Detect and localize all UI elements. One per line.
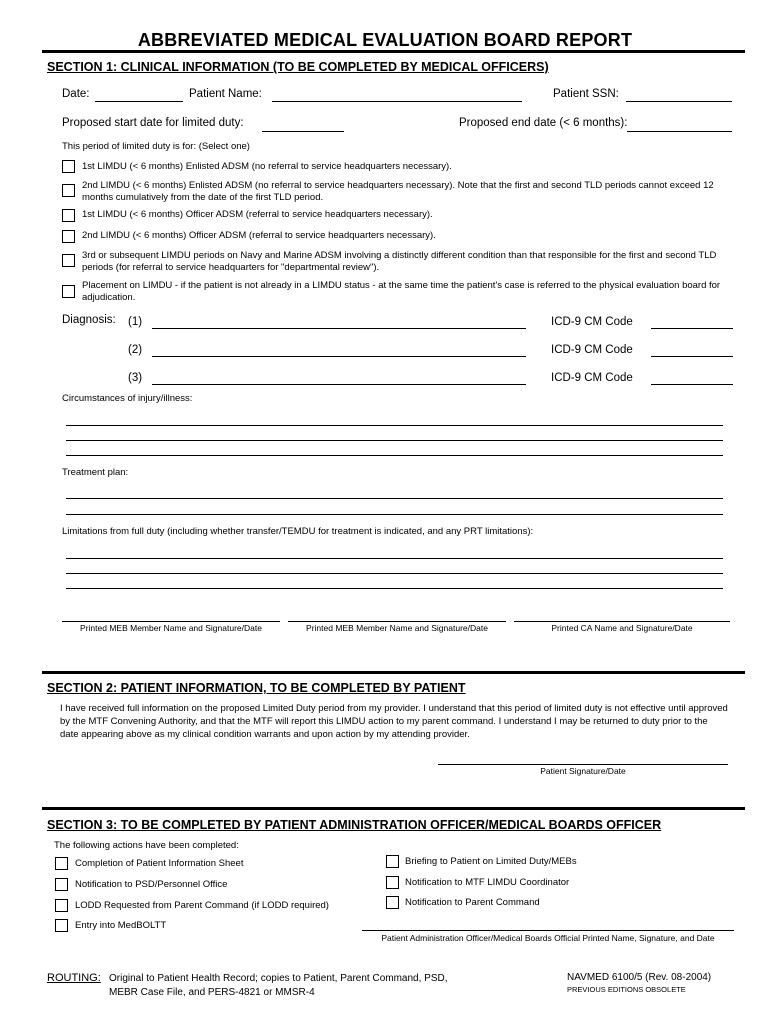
- signature-caption-2: Printed MEB Member Name and Signature/Date: [306, 623, 488, 633]
- action-checkbox-parent-command[interactable]: [386, 896, 399, 909]
- obsolete-notice: PREVIOUS EDITIONS OBSOLETE: [567, 985, 686, 994]
- start-date-field[interactable]: [262, 131, 344, 132]
- action-label-psd: Notification to PSD/Personnel Office: [75, 879, 228, 890]
- diagnosis-num-3: (3): [128, 372, 143, 384]
- action-checkbox-medboltt[interactable]: [55, 919, 68, 932]
- circumstances-label: Circumstances of injury/illness:: [62, 393, 193, 404]
- icd-code-label-2: ICD-9 CM Code: [551, 344, 633, 356]
- diagnosis-label: Diagnosis:: [62, 314, 116, 326]
- signature-line-3[interactable]: [514, 621, 730, 622]
- circumstances-line-2[interactable]: [66, 440, 723, 441]
- section2-heading: SECTION 2: PATIENT INFORMATION, TO BE COMPLETED BY PATIENT: [47, 681, 466, 695]
- signature-line-2[interactable]: [288, 621, 506, 622]
- action-label-limdu-coordinator: Notification to MTF LIMDU Coordinator: [405, 877, 570, 888]
- patient-statement: I have received full information on the proposed Limited Duty period from my provider. I understand that this period of limited duty is not effective until approved by the MTF Convening Authority, and that the MTF will report this LIMDU action to my parent command. I understand I may be returned to duty prior to the date appearing above as my clinical condition warrants and upon action by my attending provider.: [60, 703, 728, 740]
- action-checkbox-info-sheet[interactable]: [55, 857, 68, 870]
- action-label-briefing: Briefing to Patient on Limited Duty/MEBs: [405, 856, 577, 867]
- option-checkbox-2[interactable]: [62, 184, 75, 197]
- date-field[interactable]: [95, 101, 183, 102]
- patient-signature-caption: Patient Signature/Date: [540, 766, 626, 776]
- icd-code-label-1: ICD-9 CM Code: [551, 316, 633, 328]
- signature-line-1[interactable]: [62, 621, 280, 622]
- limitations-line-3[interactable]: [66, 588, 723, 589]
- option-label-5: 3rd or subsequent LIMDU periods on Navy and Marine ADSM involving a distinctly different condition than that responsible for the first and second TLD periods (for referral to service headquarters for "departmental review").: [82, 250, 717, 273]
- treatment-label: Treatment plan:: [62, 467, 129, 478]
- diagnosis-field-2[interactable]: [152, 356, 526, 357]
- icd-code-field-1[interactable]: [651, 328, 733, 329]
- signature-caption-1: Printed MEB Member Name and Signature/Date: [80, 623, 262, 633]
- option-checkbox-1[interactable]: [62, 160, 75, 173]
- icd-code-field-3[interactable]: [651, 384, 733, 385]
- option-checkbox-6[interactable]: [62, 285, 75, 298]
- action-label-medboltt: Entry into MedBOLTT: [75, 920, 167, 931]
- action-checkbox-limdu-coordinator[interactable]: [386, 876, 399, 889]
- treatment-line-1[interactable]: [66, 498, 723, 499]
- action-label-info-sheet: Completion of Patient Information Sheet: [75, 858, 244, 869]
- period-prompt: This period of limited duty is for: (Select one): [62, 141, 250, 152]
- patient-ssn-field[interactable]: [626, 101, 732, 102]
- patient-ssn-label: Patient SSN:: [553, 88, 619, 100]
- option-label-6: Placement on LIMDU - if the patient is not already in a LIMDU status - at the same time the patient's case is referred to the physical evaluation board for adjudication.: [82, 280, 721, 303]
- start-date-label: Proposed start date for limited duty:: [62, 117, 244, 129]
- diagnosis-num-2: (2): [128, 344, 143, 356]
- option-label-2: 2nd LIMDU (< 6 months) Enlisted ADSM (no referral to service headquarters necessary). Note that the first and second TLD periods cannot exceed 12 months cumulatively from the date of the first TLD period.: [82, 180, 714, 203]
- form-title: ABBREVIATED MEDICAL EVALUATION BOARD REPORT: [137, 30, 633, 50]
- action-checkbox-briefing[interactable]: [386, 855, 399, 868]
- icd-code-label-3: ICD-9 CM Code: [551, 372, 633, 384]
- section1-heading: SECTION 1: CLINICAL INFORMATION (TO BE COMPLETED BY MEDICAL OFFICERS): [47, 60, 549, 74]
- actions-intro: The following actions have been completed:: [54, 840, 239, 851]
- end-date-field[interactable]: [627, 131, 732, 132]
- patient-name-field[interactable]: [272, 101, 522, 102]
- patient-name-label: Patient Name:: [189, 88, 262, 100]
- action-label-lodd: LODD Requested from Parent Command (if LODD required): [75, 900, 329, 911]
- option-checkbox-4[interactable]: [62, 230, 75, 243]
- option-label-4: 2nd LIMDU (< 6 months) Officer ADSM (referral to service headquarters necessary).: [82, 230, 436, 241]
- date-label: Date:: [62, 88, 90, 100]
- limitations-line-2[interactable]: [66, 573, 723, 574]
- option-checkbox-3[interactable]: [62, 209, 75, 222]
- action-checkbox-lodd[interactable]: [55, 899, 68, 912]
- signature-caption-3: Printed CA Name and Signature/Date: [551, 623, 693, 633]
- icd-code-field-2[interactable]: [651, 356, 733, 357]
- limitations-line-1[interactable]: [66, 558, 723, 559]
- patient-signature-line[interactable]: [438, 764, 728, 765]
- end-date-label: Proposed end date (< 6 months):: [459, 117, 628, 129]
- option-checkbox-5[interactable]: [62, 254, 75, 267]
- circumstances-line-3[interactable]: [66, 455, 723, 456]
- admin-signature-line[interactable]: [362, 930, 734, 931]
- circumstances-line-1[interactable]: [66, 425, 723, 426]
- routing-label: ROUTING:: [47, 972, 101, 984]
- title-rule: [42, 50, 745, 53]
- option-label-1: 1st LIMDU (< 6 months) Enlisted ADSM (no referral to service headquarters necessary).: [82, 161, 452, 172]
- routing-line-2: MEBR Case File, and PERS-4821 or MMSR-4: [109, 987, 315, 998]
- limitations-label: Limitations from full duty (including whether transfer/TEMDU for treatment is indicated, and any PRT limitations):: [62, 526, 534, 537]
- diagnosis-num-1: (1): [128, 316, 143, 328]
- option-label-3: 1st LIMDU (< 6 months) Officer ADSM (referral to service headquarters necessary).: [82, 209, 433, 220]
- section3-heading: SECTION 3: TO BE COMPLETED BY PATIENT ADMINISTRATION OFFICER/MEDICAL BOARDS OFFICER: [47, 818, 662, 832]
- section3-rule: [42, 807, 745, 810]
- action-checkbox-psd[interactable]: [55, 878, 68, 891]
- section2-rule: [42, 671, 745, 674]
- diagnosis-field-1[interactable]: [152, 328, 526, 329]
- admin-signature-caption: Patient Administration Officer/Medical Boards Official Printed Name, Signature, and Date: [381, 933, 715, 943]
- action-label-parent-command: Notification to Parent Command: [405, 897, 540, 908]
- form-number: NAVMED 6100/5 (Rev. 08-2004): [567, 972, 712, 983]
- diagnosis-field-3[interactable]: [152, 384, 526, 385]
- treatment-line-2[interactable]: [66, 514, 723, 515]
- routing-line-1: Original to Patient Health Record; copies to Patient, Parent Command, PSD,: [109, 973, 448, 984]
